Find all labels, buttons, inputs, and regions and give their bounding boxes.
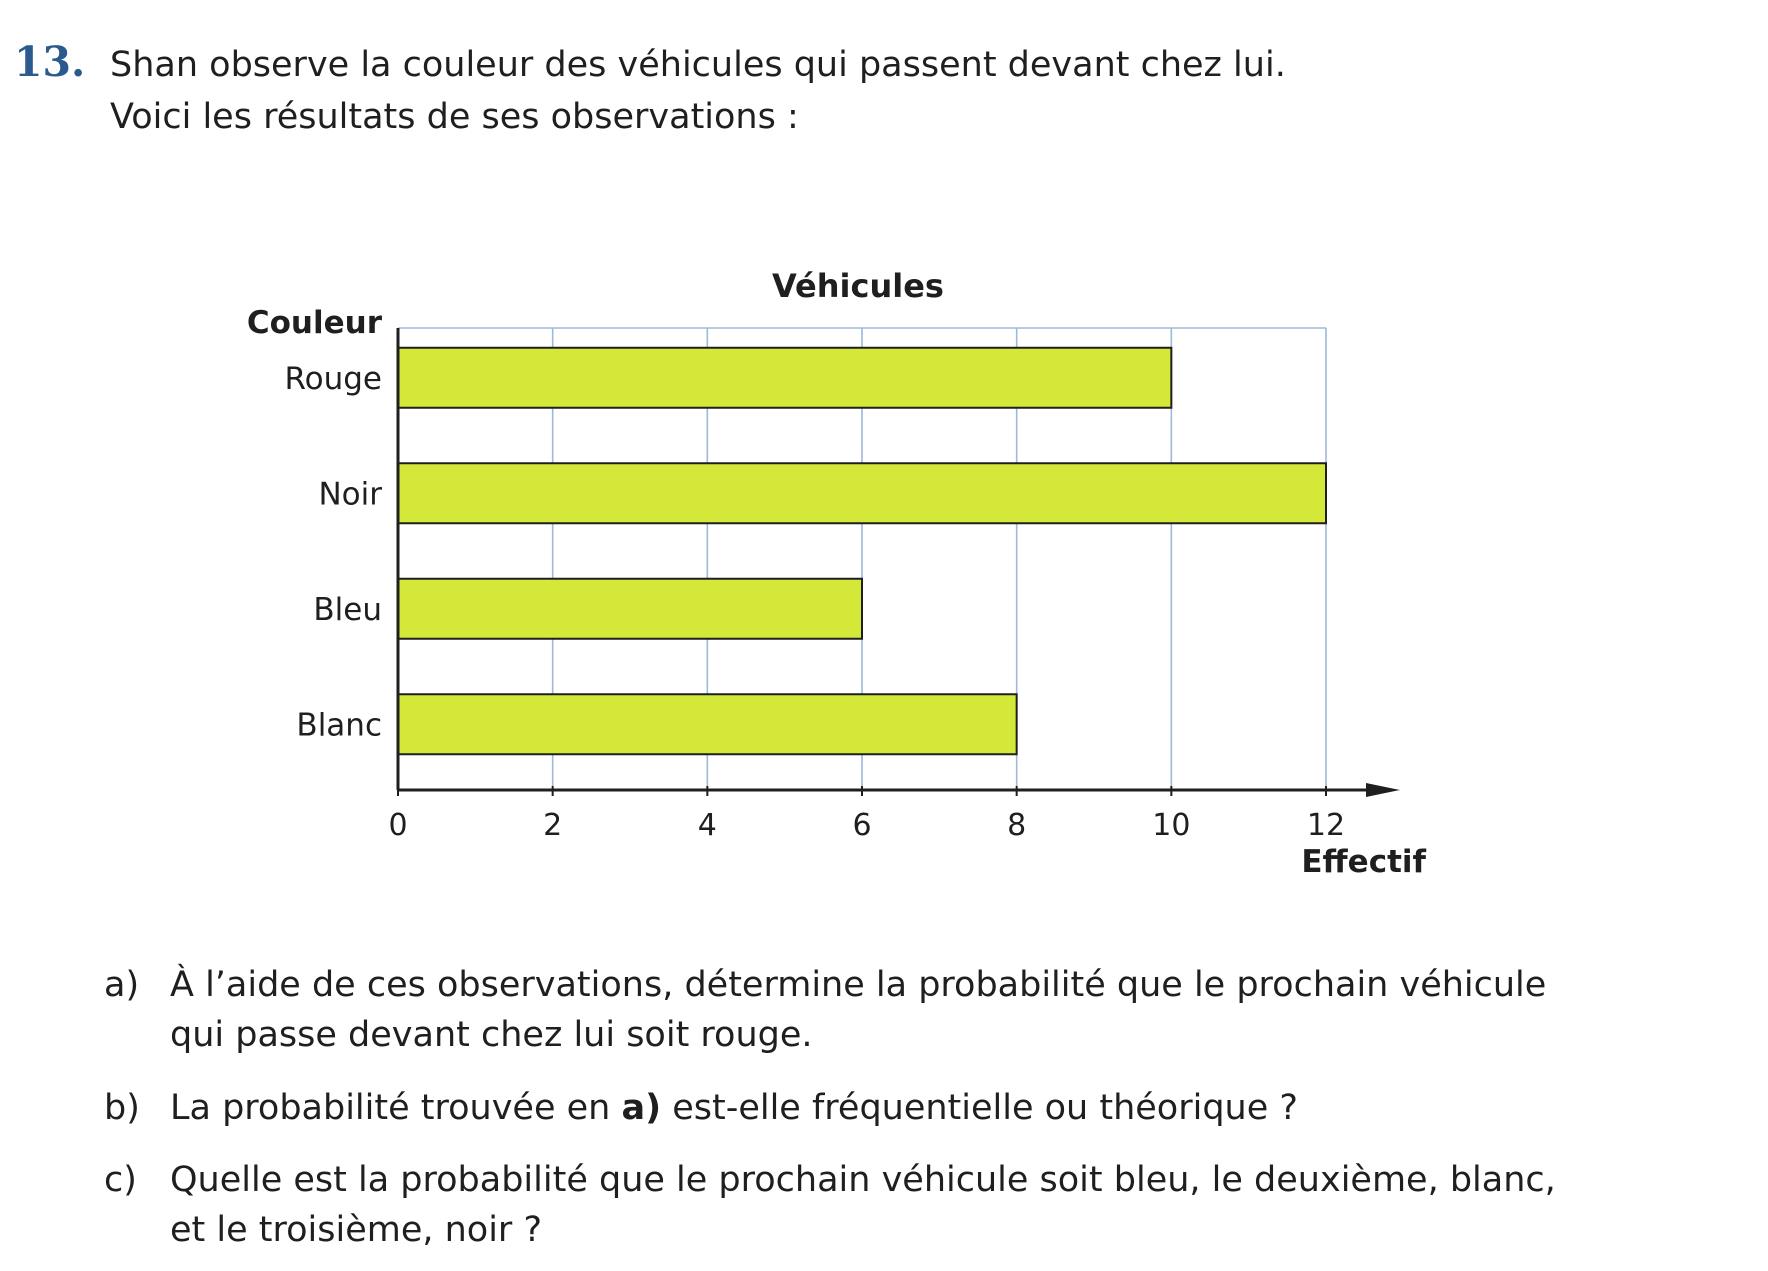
x-tick-label: 2 (543, 808, 563, 843)
question-a-line-2: qui passe devant chez lui soit rouge. (170, 1015, 813, 1055)
category-label-noir: Noir (318, 476, 382, 513)
intro-line-1: Shan observe la couleur des véhicules qui passent devant chez lui. (110, 45, 1286, 85)
question-b-text-after: est-elle fréquentielle ou théorique ? (661, 1088, 1298, 1128)
category-label-bleu: Bleu (313, 591, 382, 628)
category-label-blanc: Blanc (296, 707, 382, 744)
chart-title: Véhicules (772, 267, 944, 305)
question-c-label: c) (104, 1160, 137, 1200)
chart-x-axis-label: Effectif (1301, 844, 1426, 880)
intro-line-2: Voici les résultats de ses observations : (110, 97, 799, 137)
category-label-rouge: Rouge (284, 360, 382, 397)
x-tick-label: 12 (1306, 808, 1346, 843)
bar-bleu (398, 579, 862, 639)
question-a-label: a) (104, 965, 140, 1005)
x-tick-label: 6 (852, 808, 872, 843)
x-tick-label: 8 (1007, 808, 1027, 843)
question-c-line-1: Quelle est la probabilité que le prochain véhicule soit bleu, le deuxième, blanc, (170, 1160, 1556, 1200)
chart-y-axis-label: Couleur (246, 305, 382, 341)
question-b-text-before: La probabilité trouvée en (170, 1088, 622, 1128)
exercise-number: 13. (14, 38, 86, 86)
bar-rouge (398, 348, 1171, 408)
x-tick-label: 10 (1152, 808, 1191, 843)
question-b-text (170, 1083, 1298, 1133)
bar-noir (398, 463, 1326, 523)
question-b-label: b) (104, 1088, 140, 1128)
x-axis-arrow (1366, 783, 1400, 797)
question-b-reference: a) (621, 1088, 662, 1128)
question-c-line-2: et le troisième, noir ? (170, 1210, 543, 1250)
x-tick-label: 4 (697, 808, 717, 843)
x-tick-label: 0 (388, 808, 408, 843)
question-a-line-1: À l’aide de ces observations, détermine la probabilité que le prochain véhicule (170, 965, 1547, 1005)
bar-blanc (398, 694, 1017, 754)
